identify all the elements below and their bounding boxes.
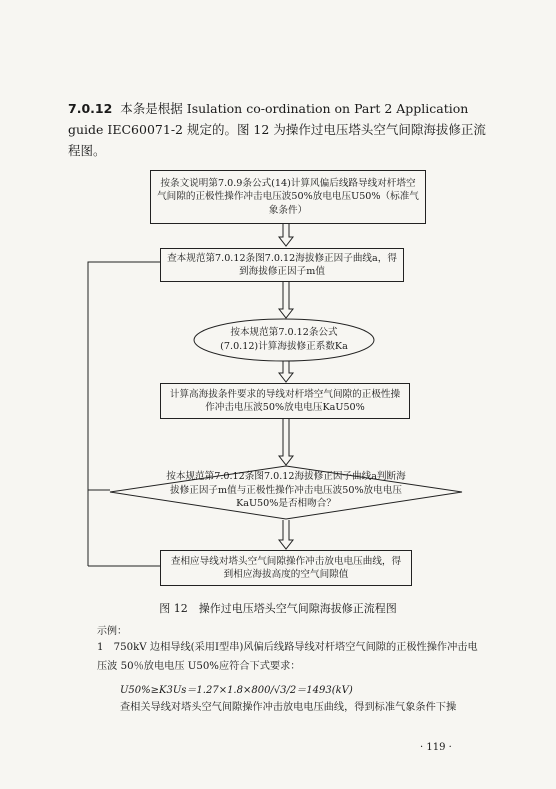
flow-step-1 (150, 170, 426, 224)
section-number: 7.0.12 (68, 101, 113, 116)
flow-step-3-text: 按本规范第7.0.12条公式(7.0.12)计算海拔修正系数Ka (220, 327, 348, 352)
paragraph-2: 查相关导线对塔头空气间隙操作冲击放电电压曲线，得到标准气象条件下操 (120, 702, 457, 713)
flow-step-1-text: 按条文说明第7.0.9条公式(14)计算风偏后线路导线对杆塔空气间隙的正极性操作冲击电压波50%放电电压U50%（标准气象条件） (157, 177, 419, 216)
page-number: · 119 · (420, 742, 452, 753)
feedback-line (88, 262, 160, 490)
arrow-5 (279, 520, 293, 549)
flow-step-5-text: 查相应导线对塔头空气间隙操作冲击放电电压曲线，得到相应海拔高度的空气间隙值 (170, 555, 402, 580)
flow-step-5 (160, 550, 412, 586)
flow-decision (166, 470, 406, 511)
arrow-4 (279, 418, 293, 465)
figure-caption: 图 12 操作过电压塔头空气间隙海拔修正流程图 (159, 602, 397, 615)
arrow-3 (279, 361, 293, 382)
formula: U50%≥K3Us＝1.27×1.8×800/√3/2＝1493(kV) (120, 685, 353, 696)
arrow-1 (279, 223, 293, 246)
section-text: 本条是根据 Isulation co-ordination on Part 2 Application guide IEC60071-2 规定的。图 12 为操作过电压塔头空气间隙海拔修正流程图。 (68, 101, 486, 158)
flow-step-4-text: 计算高海拔条件要求的导线对杆塔空气间隙的正极性操作冲击电压波50%放电电压KaU50% (169, 388, 401, 413)
flow-decision-text: 按本规范第7.0.12条图7.0.12海拔修正因子曲线a判断海拔修正因子m值与正极性操作冲击电压波50%放电电压KaU50%是否相吻合？ (166, 471, 406, 509)
flow-step-2-text: 查本规范第7.0.12条图7.0.12海拔修正因子曲线a，得到海拔修正因子m值 (167, 252, 397, 277)
flow-step-3 (214, 326, 354, 353)
arrow-2 (279, 281, 293, 318)
paragraph-1: 1 750kV 边相导线(采用Ⅰ型串)风偏后线路导线对杆塔空气间隙的正极性操作冲击电压波 50％放电电压 U50%应符合下式要求： (97, 642, 478, 672)
example-label: 示例： (97, 626, 127, 637)
flow-step-2 (160, 248, 404, 282)
flow-step-4 (160, 383, 410, 419)
